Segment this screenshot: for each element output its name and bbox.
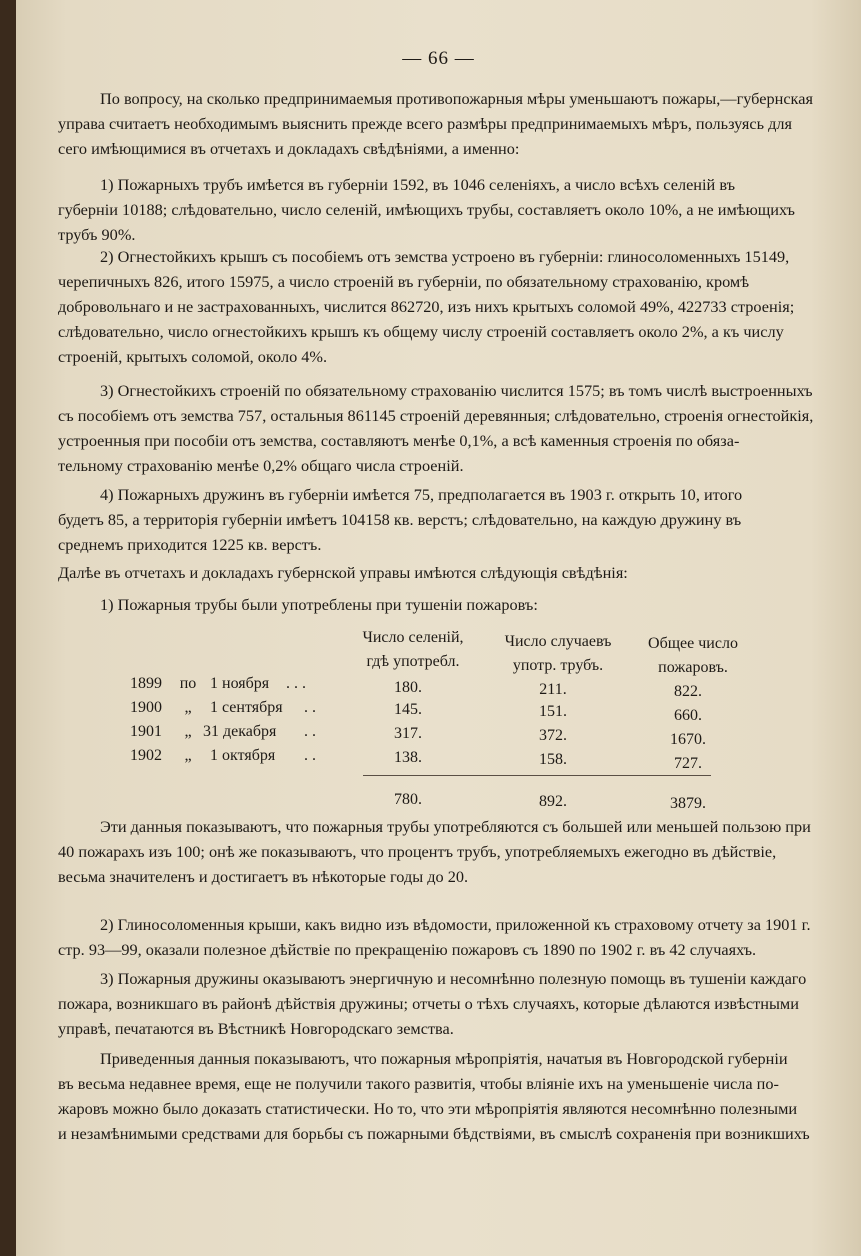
document-page: [16, 0, 861, 1256]
fire-pumps-table: Число селеній, гдѣ употребл. Число случаевъ употр. трубъ. Общее число пожаровъ. 1899 по 1 ноября . . . 180. 211. 822. 1900 „ 1 сентября . . 145. 151. 660. 1901 „ 31 декабря . . 317. 372. 1670. 1902 „ 1 октября . . 138. 158. 727. 780. 892. 3879.: [58, 618, 836, 818]
final-paragraph: Приведенныя данныя показываютъ, что пожарныя мѣропріятія, начатыя въ Новгородской губерніи въ весьма недавнее время, еще не получили такого развитія, чтобы вліяніе ихъ на уменьшеніе числа по- жаровъ можно было доказать статистически. Но то, что эти мѣропріятія являются несомнѣнно полезными и незамѣнимыми средствами для борьбы съ пожарными бѣдствіями, въ смыслѣ сохраненія при возникшихъ: [58, 1049, 810, 1143]
conclusion-1-paragraph: Эти данныя показываютъ, что пожарныя трубы употребляются съ большей или меньшей пользою при 40 пожарахъ изъ 100; онѣ же показываютъ, что процентъ трубъ, употребляемыхъ ежегодно въ дѣйствіе, весьма значителенъ и достигаетъ въ нѣкоторые годы до 20.: [58, 817, 811, 886]
header-cases: Число случаевъ употр. трубъ.: [504, 633, 612, 674]
table-intro-line: 1) Пожарныя трубы были употреблены при тушеніи пожаровъ:: [100, 595, 538, 614]
totals-rule: [363, 775, 711, 776]
item-1-paragraph: 1) Пожарныхъ трубъ имѣется въ губерніи 1592, въ 1046 селеніяхъ, а число всѣхъ селеній въ губерніи 10188; слѣдовательно, число селеній, имѣющихъ трубы, составляетъ около 10%, а не имѣющихъ трубъ 90%.: [58, 175, 795, 244]
item-4-paragraph: 4) Пожарныхъ дружинъ въ губерніи имѣется 75, предполагается въ 1903 г. открыть 10, итого будетъ 85, а территорія губерніи имѣетъ 104158 кв. верстъ; слѣдовательно, на каждую дружину въ среднемъ приходится 1225 кв. верстъ.: [58, 485, 743, 554]
page-number: — 66 —: [402, 48, 475, 69]
further-info-line: Далѣе въ отчетахъ и докладахъ губернской управы имѣются слѣдующія свѣдѣнія:: [58, 563, 628, 582]
conclusion-3-paragraph: 3) Пожарныя дружины оказываютъ энергичную и несомнѣнно полезную помощь въ тушеніи каждаго пожара, возникшаго въ районѣ дѣйствія дружины; отчеты о тѣхъ случаяхъ, которые дѣлаются извѣстными управѣ, печатаются въ Вѣстникѣ Новгородскаго земства.: [58, 969, 807, 1038]
item-3-paragraph: 3) Огнестойкихъ строеній по обязательному страхованію числится 1575; въ томъ числѣ выстроенныхъ съ пособіемъ отъ земства 757, остальныя 861145 строеній деревянныя; слѣдовательно, строенія огнестойкія, устроенныя при пособіи отъ земства, составляютъ менѣе 0,1%, а всѣ каменныя строенія по обяза- тельному страхованію менѣе 0,2% общаго числа строеній.: [58, 381, 814, 475]
header-fires: Общее число пожаровъ.: [648, 635, 738, 676]
header-settlements: Число селеній, гдѣ употребл.: [362, 629, 464, 670]
item-2-paragraph: 2) Огнестойкихъ крышъ съ пособіемъ отъ земства устроено въ губерніи: глиносоломенныхъ 15149, черепичныхъ 826, итого 15975, а число строеній въ губерніи, по обязательному страхованію, кромѣ добровольнаго и не застрахованныхъ, числится 862720, изъ нихъ крытыхъ соломой 49%, 422733 строенія; слѣдовательно, число огнестойкихъ крышъ къ общему числу строеній составляетъ около 2%, а къ числу строеній, крытыхъ соломой, около 4%.: [58, 247, 795, 366]
intro-paragraph: По вопросу, на сколько предпринимаемыя противопожарныя мѣры уменьшаютъ пожары,—губернская управа считаетъ необходимымъ выяснить прежде всего размѣры предпринимаемыхъ мѣръ, пользуясь для сего имѣющимися въ отчетахъ и докладахъ свѣдѣніями, а именно:: [58, 89, 813, 158]
conclusion-2-paragraph: 2) Глиносоломенныя крыши, какъ видно изъ вѣдомости, приложенной къ страховому отчету за 1901 г. стр. 93—99, оказали полезное дѣйствіе по прекращенію пожаровъ съ 1890 по 1902 г. въ 42 случаяхъ.: [58, 915, 811, 959]
